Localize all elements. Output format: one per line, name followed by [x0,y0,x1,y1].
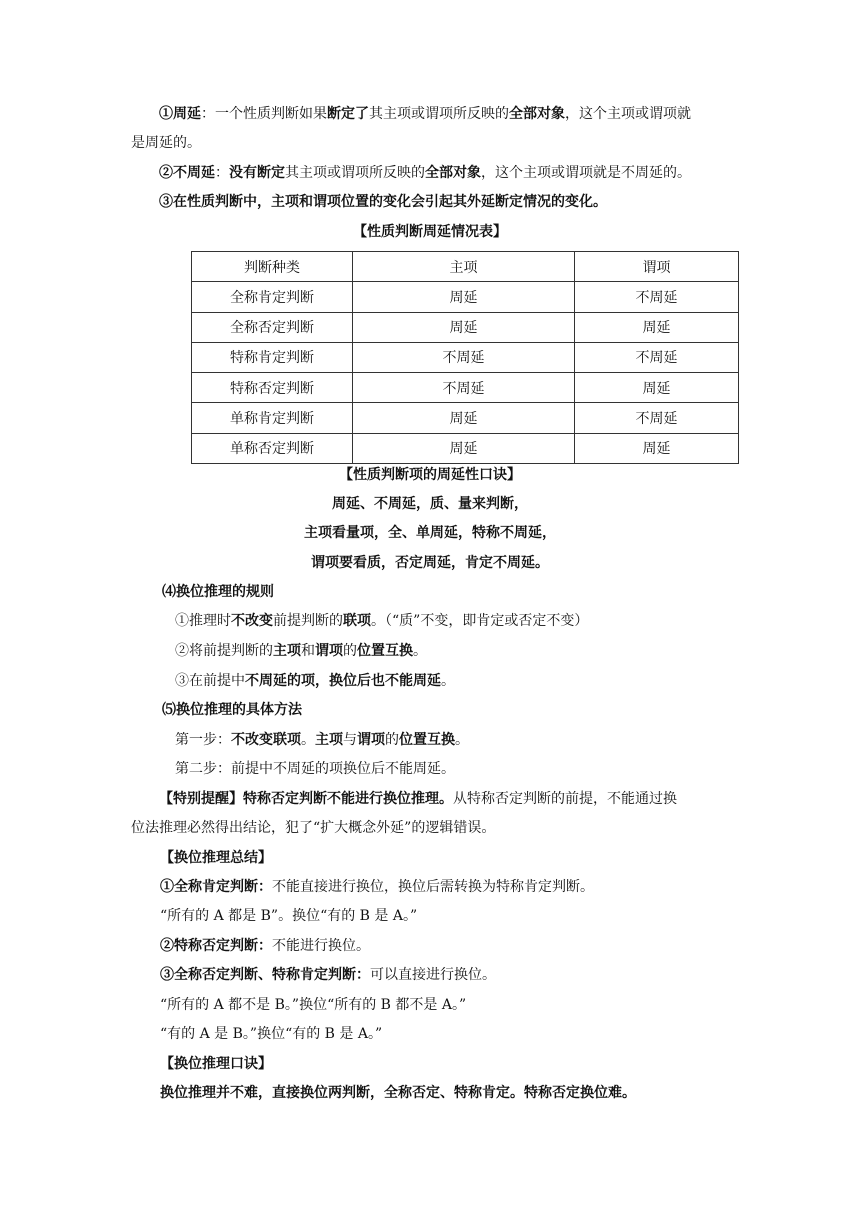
text: 的 [385,732,399,748]
text: ，这个主项或谓项就是不周延的。 [481,165,691,181]
summary-item [160,965,496,985]
text: 。 [413,643,427,659]
header-cell: 判断种类 [192,252,353,282]
rule-item [175,641,427,661]
text: 。 [455,732,469,748]
table-cell: 全称否定判断 [192,312,353,342]
table-row [192,403,739,433]
rule-item [175,611,588,631]
conversion-verse: 换位推理并不难，直接换位两判断，全称否定、特称肯定。特称否定换位难。 [160,1085,636,1101]
summary-item [160,877,594,897]
text: ： [215,165,229,181]
table-cell: 不周延 [353,373,575,403]
text: 其主项或谓项所反映的 [369,106,509,122]
text: 。（“质”不变，即肯定或否定不变） [371,613,589,629]
summary-term: ③全称否定判断、特称肯定判断： [160,967,370,983]
circled-number: ① [159,106,173,122]
emphasis: 主项 [273,643,301,659]
text: ①推理时 [175,613,231,629]
distribution-table [191,251,739,464]
tip-heading: 【特别提醒】特称否定判断不能进行换位推理。 [159,791,453,807]
emphasis: 位置互换 [357,643,413,659]
text: 。 [441,673,455,689]
term-undistributed: ②不周延 [159,165,215,181]
emphasis: 全部对象 [425,165,481,181]
verse-line: 周延、不周延，质、量来判断， [332,496,528,512]
table-header-row [192,252,739,282]
emphasis: 全部对象 [509,106,565,122]
text: 不能进行换位。 [272,938,370,954]
header-cell: 谓项 [575,252,739,282]
table-cell: 周延 [353,403,575,433]
paragraph-distributed-line1 [159,104,691,124]
table-row [192,312,739,342]
summary-example: “有的 A 是 B。”换位“有的 B 是 A。” [160,1026,383,1042]
paragraph-distributed-line2: 是周延的。 [131,135,201,151]
summary-term: ②特称否定判断： [160,938,272,954]
paragraph-position-change: ③在性质判断中，主项和谓项位置的变化会引起其外延断定情况的变化。 [159,194,607,210]
method-heading: ⑸换位推理的具体方法 [162,702,302,718]
table-row [192,282,739,312]
text: 和 [301,643,315,659]
text: 第一步： [175,732,231,748]
verse-line: 谓项要看质，否定周延，肯定不周延。 [311,555,549,571]
table-row [192,373,739,403]
rules-heading: ⑷换位推理的规则 [162,584,274,600]
emphasis: 不周延的项，换位后也不能周延 [245,673,441,689]
emphasis: 谓项 [357,732,385,748]
text: ②将前提判断的 [175,643,273,659]
summary-example: “所有的 A 都是 B”。换位“有的 B 是 A。” [160,908,418,924]
text: ，这个主项或谓项就 [565,106,691,122]
table-cell: 不周延 [353,342,575,372]
table-cell: 特称否定判断 [192,373,353,403]
table-cell: 特称肯定判断 [192,342,353,372]
summary-item [160,936,370,956]
table-cell: 周延 [353,433,575,463]
table-cell: 不周延 [575,403,739,433]
step-item: 第二步：前提中不周延的项换位后不能周延。 [175,761,455,777]
text: 前提判断的 [273,613,343,629]
table-cell: 单称肯定判断 [192,403,353,433]
term-distributed: 周延 [173,106,201,122]
table-row [192,433,739,463]
rule-item [175,671,455,691]
table-cell: 全称肯定判断 [192,282,353,312]
emphasis: 断定了 [327,106,369,122]
text: 的 [343,643,357,659]
table-cell: 不周延 [575,342,739,372]
summary-heading: 【换位推理总结】 [160,850,272,866]
emphasis: 联项 [343,613,371,629]
verse-line: 主项看量项，全、单周延，特称不周延， [304,525,556,541]
verse-title: 【性质判断项的周延性口诀】 [339,467,521,483]
emphasis: 谓项 [315,643,343,659]
emphasis: 位置互换 [399,732,455,748]
table-cell: 周延 [575,312,739,342]
text: 不能直接进行换位，换位后需转换为特称肯定判断。 [272,879,594,895]
table-cell: 不周延 [575,282,739,312]
table-cell: 周延 [353,282,575,312]
emphasis: 主项 [315,732,343,748]
table-cell: 周延 [575,373,739,403]
step-item [175,730,469,750]
text: 与 [343,732,357,748]
table-cell: 周延 [353,312,575,342]
text: ③在前提中 [175,673,245,689]
summary-example: “所有的 A 都不是 B。”换位“所有的 B 都不是 A。” [160,997,467,1013]
table-cell: 周延 [575,433,739,463]
table-cell: 单称否定判断 [192,433,353,463]
text: 其主项或谓项所反映的 [285,165,425,181]
special-tip-line2: 位法推理必然得出结论，犯了“扩大概念外延”的逻辑错误。 [131,820,496,836]
special-tip [159,789,677,809]
conversion-verse-heading: 【换位推理口诀】 [160,1056,272,1072]
header-cell: 主项 [353,252,575,282]
text: 。 [301,732,315,748]
emphasis: 不改变 [231,613,273,629]
text: 从特称否定判断的前提，不能通过换 [453,791,677,807]
summary-term: ①全称肯定判断： [160,879,272,895]
text: 可以直接进行换位。 [370,967,496,983]
table-row [192,342,739,372]
emphasis: 没有断定 [229,165,285,181]
emphasis: 不改变联项 [231,732,301,748]
table-title: 【性质判断周延情况表】 [353,224,507,240]
text: ：一个性质判断如果 [201,106,327,122]
paragraph-undistributed [159,163,691,183]
